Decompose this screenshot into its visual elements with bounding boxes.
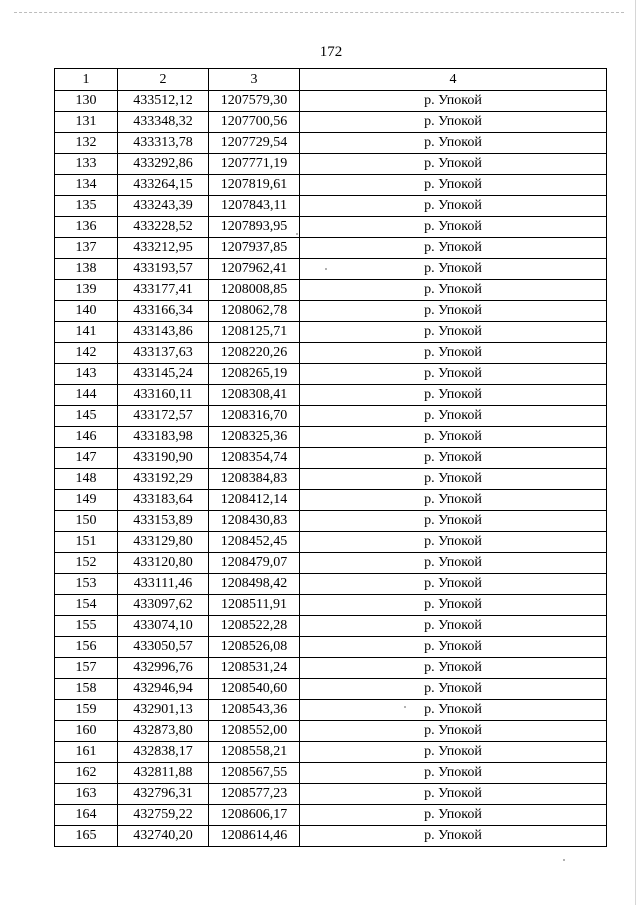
description-cell: р. Упокой [300,364,607,385]
point-number-cell: 160 [55,721,118,742]
description-cell: р. Упокой [300,805,607,826]
table-row [55,763,607,784]
x-coordinate-cell: 433183,64 [118,490,209,511]
table-row [55,196,607,217]
y-coordinate-cell: 1208479,07 [209,553,300,574]
description-cell: р. Упокой [300,574,607,595]
y-coordinate-cell: 1208606,17 [209,805,300,826]
x-coordinate-cell: 433137,63 [118,343,209,364]
table-row [55,742,607,763]
x-coordinate-cell: 433212,95 [118,238,209,259]
x-coordinate-cell: 433348,32 [118,112,209,133]
point-number-cell: 157 [55,658,118,679]
x-coordinate-cell: 433512,12 [118,91,209,112]
table-row [55,133,607,154]
table-header-row [55,69,607,91]
x-coordinate-cell: 433228,52 [118,217,209,238]
point-number-cell: 155 [55,616,118,637]
table-row [55,448,607,469]
description-cell: р. Упокой [300,763,607,784]
scan-edge-line [635,0,636,905]
description-cell: р. Упокой [300,301,607,322]
x-coordinate-cell: 432946,94 [118,679,209,700]
description-cell: р. Упокой [300,595,607,616]
description-cell: р. Упокой [300,280,607,301]
description-cell: р. Упокой [300,238,607,259]
y-coordinate-cell: 1208220,26 [209,343,300,364]
y-coordinate-cell: 1207771,19 [209,154,300,175]
y-coordinate-cell: 1207893,95 [209,217,300,238]
y-coordinate-cell: 1208412,14 [209,490,300,511]
table-row [55,217,607,238]
point-number-cell: 134 [55,175,118,196]
table-row [55,637,607,658]
y-coordinate-cell: 1208577,23 [209,784,300,805]
point-number-cell: 165 [55,826,118,847]
x-coordinate-cell: 432873,80 [118,721,209,742]
x-coordinate-cell: 433050,57 [118,637,209,658]
x-coordinate-cell: 433193,57 [118,259,209,280]
y-coordinate-cell: 1208552,00 [209,721,300,742]
description-cell: р. Упокой [300,448,607,469]
point-number-cell: 149 [55,490,118,511]
scan-speck [296,233,298,235]
y-coordinate-cell: 1207937,85 [209,238,300,259]
point-number-cell: 133 [55,154,118,175]
column-header-2: 2 [118,69,209,91]
point-number-cell: 132 [55,133,118,154]
description-cell: р. Упокой [300,700,607,721]
description-cell: р. Упокой [300,658,607,679]
point-number-cell: 163 [55,784,118,805]
description-cell: р. Упокой [300,91,607,112]
point-number-cell: 150 [55,511,118,532]
y-coordinate-cell: 1208511,91 [209,595,300,616]
x-coordinate-cell: 433120,80 [118,553,209,574]
description-cell: р. Упокой [300,742,607,763]
y-coordinate-cell: 1208062,78 [209,301,300,322]
y-coordinate-cell: 1207579,30 [209,91,300,112]
y-coordinate-cell: 1208354,74 [209,448,300,469]
column-header-3: 3 [209,69,300,91]
point-number-cell: 147 [55,448,118,469]
description-cell: р. Упокой [300,679,607,700]
table-row [55,175,607,196]
x-coordinate-cell: 433292,86 [118,154,209,175]
x-coordinate-cell: 433111,46 [118,574,209,595]
point-number-cell: 154 [55,595,118,616]
description-cell: р. Упокой [300,553,607,574]
description-cell: р. Упокой [300,826,607,847]
x-coordinate-cell: 433313,78 [118,133,209,154]
table-row [55,154,607,175]
y-coordinate-cell: 1208325,36 [209,427,300,448]
x-coordinate-cell: 432759,22 [118,805,209,826]
description-cell: р. Упокой [300,133,607,154]
table-row [55,511,607,532]
y-coordinate-cell: 1208522,28 [209,616,300,637]
x-coordinate-cell: 433264,15 [118,175,209,196]
x-coordinate-cell: 433243,39 [118,196,209,217]
table-row [55,364,607,385]
point-number-cell: 164 [55,805,118,826]
column-header-1: 1 [55,69,118,91]
table-row [55,490,607,511]
description-cell: р. Упокой [300,406,607,427]
point-number-cell: 161 [55,742,118,763]
description-cell: р. Упокой [300,259,607,280]
point-number-cell: 158 [55,679,118,700]
scan-speck [404,706,406,708]
point-number-cell: 153 [55,574,118,595]
description-cell: р. Упокой [300,490,607,511]
y-coordinate-cell: 1208430,83 [209,511,300,532]
point-number-cell: 162 [55,763,118,784]
point-number-cell: 143 [55,364,118,385]
x-coordinate-cell: 433160,11 [118,385,209,406]
y-coordinate-cell: 1207819,61 [209,175,300,196]
description-cell: р. Упокой [300,511,607,532]
table-row [55,301,607,322]
description-cell: р. Упокой [300,112,607,133]
y-coordinate-cell: 1208526,08 [209,637,300,658]
y-coordinate-cell: 1208308,41 [209,385,300,406]
y-coordinate-cell: 1207962,41 [209,259,300,280]
table-row [55,238,607,259]
point-number-cell: 138 [55,259,118,280]
x-coordinate-cell: 433183,98 [118,427,209,448]
point-number-cell: 144 [55,385,118,406]
table-row [55,343,607,364]
x-coordinate-cell: 432996,76 [118,658,209,679]
x-coordinate-cell: 433166,34 [118,301,209,322]
x-coordinate-cell: 433192,29 [118,469,209,490]
point-number-cell: 151 [55,532,118,553]
point-number-cell: 140 [55,301,118,322]
page-number: 172 [319,44,343,60]
y-coordinate-cell: 1208543,36 [209,700,300,721]
point-number-cell: 145 [55,406,118,427]
table-row [55,427,607,448]
point-number-cell: 152 [55,553,118,574]
x-coordinate-cell: 433074,10 [118,616,209,637]
table-row [55,322,607,343]
description-cell: р. Упокой [300,616,607,637]
x-coordinate-cell: 432740,20 [118,826,209,847]
y-coordinate-cell: 1207843,11 [209,196,300,217]
point-number-cell: 141 [55,322,118,343]
y-coordinate-cell: 1208384,83 [209,469,300,490]
x-coordinate-cell: 433177,41 [118,280,209,301]
point-number-cell: 131 [55,112,118,133]
scan-speck [563,859,565,861]
table-row [55,280,607,301]
description-cell: р. Упокой [300,154,607,175]
y-coordinate-cell: 1208614,46 [209,826,300,847]
point-number-cell: 159 [55,700,118,721]
point-number-cell: 139 [55,280,118,301]
scan-speck [325,268,327,270]
x-coordinate-cell: 433143,86 [118,322,209,343]
table-row [55,385,607,406]
point-number-cell: 156 [55,637,118,658]
y-coordinate-cell: 1208008,85 [209,280,300,301]
table-row [55,616,607,637]
point-number-cell: 136 [55,217,118,238]
x-coordinate-cell: 432796,31 [118,784,209,805]
description-cell: р. Упокой [300,427,607,448]
description-cell: р. Упокой [300,196,607,217]
y-coordinate-cell: 1208316,70 [209,406,300,427]
table-row [55,406,607,427]
y-coordinate-cell: 1207729,54 [209,133,300,154]
point-number-cell: 135 [55,196,118,217]
scan-artifact-line [14,12,624,13]
x-coordinate-cell: 432901,13 [118,700,209,721]
description-cell: р. Упокой [300,343,607,364]
table-row [55,784,607,805]
y-coordinate-cell: 1208567,55 [209,763,300,784]
table-row [55,553,607,574]
point-number-cell: 142 [55,343,118,364]
table-row [55,700,607,721]
description-cell: р. Упокой [300,322,607,343]
x-coordinate-cell: 433129,80 [118,532,209,553]
description-cell: р. Упокой [300,217,607,238]
table-row [55,259,607,280]
x-coordinate-cell: 433097,62 [118,595,209,616]
x-coordinate-cell: 433190,90 [118,448,209,469]
description-cell: р. Упокой [300,469,607,490]
description-cell: р. Упокой [300,385,607,406]
table-row [55,574,607,595]
point-number-cell: 130 [55,91,118,112]
description-cell: р. Упокой [300,784,607,805]
table-row [55,805,607,826]
table-row [55,469,607,490]
y-coordinate-cell: 1208558,21 [209,742,300,763]
table-row [55,112,607,133]
table-row [55,679,607,700]
point-number-cell: 137 [55,238,118,259]
table-row [55,595,607,616]
y-coordinate-cell: 1208498,42 [209,574,300,595]
description-cell: р. Упокой [300,721,607,742]
x-coordinate-cell: 433153,89 [118,511,209,532]
x-coordinate-cell: 432838,17 [118,742,209,763]
y-coordinate-cell: 1208125,71 [209,322,300,343]
y-coordinate-cell: 1208452,45 [209,532,300,553]
x-coordinate-cell: 433172,57 [118,406,209,427]
description-cell: р. Упокой [300,532,607,553]
y-coordinate-cell: 1208265,19 [209,364,300,385]
description-cell: р. Упокой [300,175,607,196]
y-coordinate-cell: 1208531,24 [209,658,300,679]
table-row [55,91,607,112]
y-coordinate-cell: 1208540,60 [209,679,300,700]
point-number-cell: 148 [55,469,118,490]
point-number-cell: 146 [55,427,118,448]
column-header-4: 4 [300,69,607,91]
table-row [55,721,607,742]
x-coordinate-cell: 433145,24 [118,364,209,385]
table-body [55,91,607,847]
x-coordinate-cell: 432811,88 [118,763,209,784]
table-row [55,826,607,847]
y-coordinate-cell: 1207700,56 [209,112,300,133]
coordinates-table [54,68,607,847]
table-row [55,658,607,679]
table-row [55,532,607,553]
description-cell: р. Упокой [300,637,607,658]
